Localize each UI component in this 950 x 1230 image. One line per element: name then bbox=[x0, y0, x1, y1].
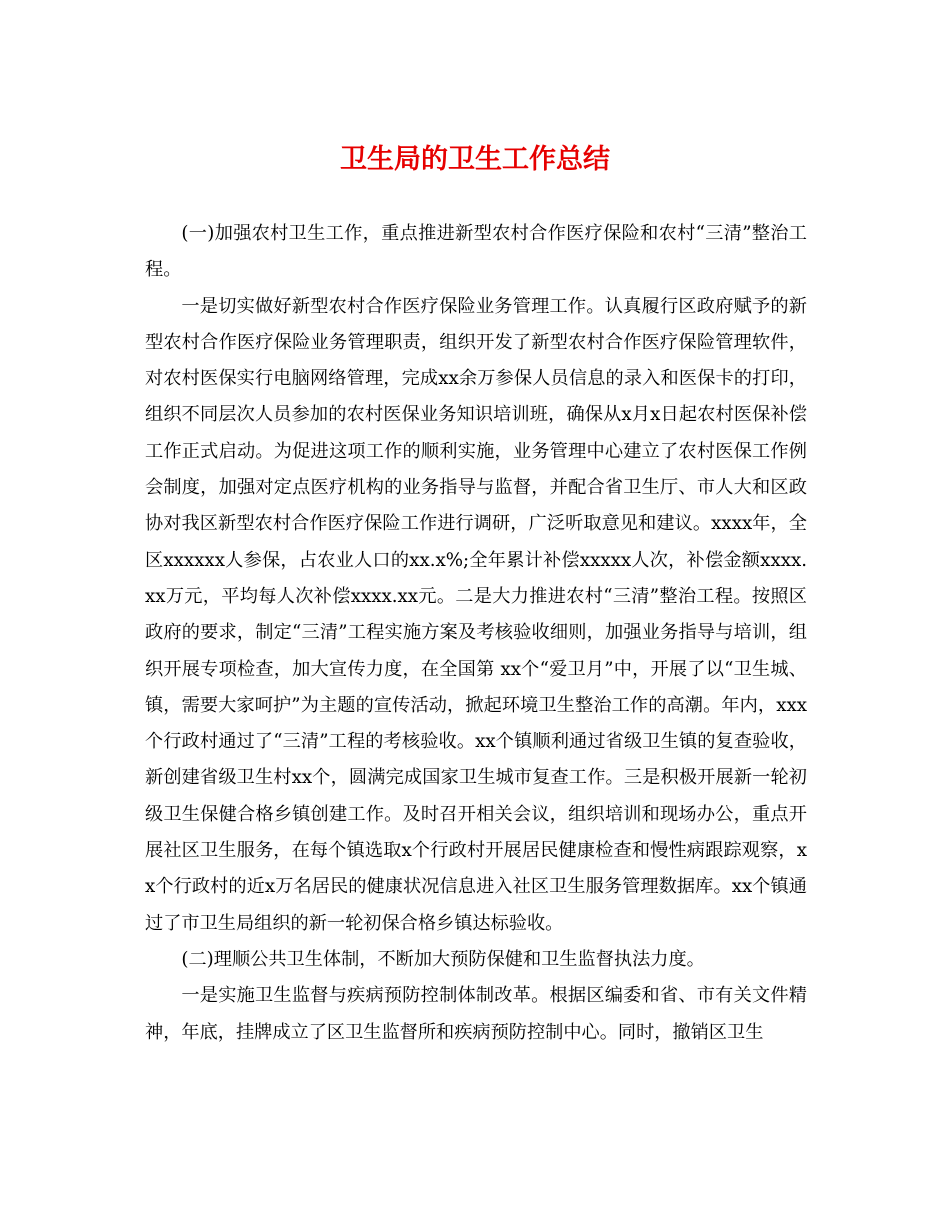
document-title: 卫生局的卫生工作总结 bbox=[340, 144, 610, 175]
paragraph-public-health-reform: 一是实施卫生监督与疾病预防控制体制改革。根据区编委和省、市有关文件精神，年底，挂牌成立了区卫生监督所和疾病预防控制中心。同时，撤销区卫生 bbox=[145, 985, 807, 1043]
document-body bbox=[145, 216, 807, 1051]
paragraph-rural-health-details: 一是切实做好新型农村合作医疗保险业务管理工作。认真履行区政府赋予的新型农村合作医疗保险业务管理职责，组织开发了新型农村合作医疗保险管理软件，对农村医保实行电脑网络管理，完成xx余万参保人员信息的录入和医保卡的打印，组织不同层次人员参加的农村医保业务知识培训班，确保从x月x日起农村医保补偿工作正式启动。为促进这项工作的顺利实施，业务管理中心建立了农村医保工作例会制度，加强对定点医疗机构的业务指导与监督，并配合省卫生厅、市人大和区政协对我区新型农村合作医疗保险工作进行调研，广泛听取意见和建议。xxxx年，全区xxxxxx人参保，占农业人口的xx.x%;全年累计补偿xxxxx人次，补偿金额xxxx.xx万元，平均每人次补偿xxxx.xx元。二是大力推进农村“三清”整治工程。按照区政府的要求，制定“三清”工程实施方案及考核验收细则，加强业务指导与培训，组织开展专项检查，加大宣传力度，在全国第 xx个“爱卫月”中，开展了以“卫生城、镇，需要大家呵护”为主题的宣传活动，掀起环境卫生整治工作的高潮。年内，xxx个行政村通过了“三清”工程的考核验收。xx个镇顺利通过省级卫生镇的复查验收，新创建省级卫生村xx个，圆满完成国家卫生城市复查工作。三是积极开展新一轮初级卫生保健合格乡镇创建工作。及时召开相关会议，组织培训和现场办公，重点开展社区卫生服务，在每个镇选取x个行政村开展居民健康检查和慢性病跟踪观察，xx个行政村的近x万名居民的健康状况信息进入社区卫生服务管理数据库。xx个镇通过了市卫生局组织的新一轮初保合格乡镇达标验收。 bbox=[145, 295, 807, 934]
paragraph-section-2-heading: (二)理顺公共卫生体制，不断加大预防保健和卫生监督执法力度。 bbox=[181, 948, 705, 970]
paragraph-section-1-heading: (一)加强农村卫生工作，重点推进新型农村合作医疗保险和农村“三清”整治工程。 bbox=[145, 223, 807, 281]
